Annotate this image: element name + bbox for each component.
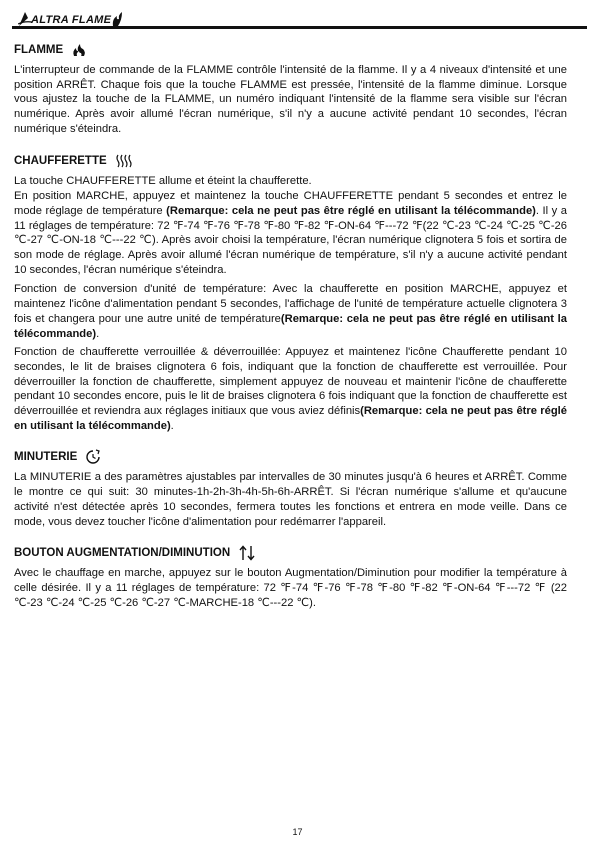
remark-text: (Remarque: cela ne peut pas être réglé en utilisant la télécommande) <box>14 312 567 340</box>
brand-logo <box>18 7 123 27</box>
brand-logo-text: ALTRA FLAME <box>31 14 112 26</box>
page-header <box>12 6 587 28</box>
flamme-paragraph: L'interrupteur de commande de la FLAMME contrôle l'intensité de la flamme. Il y a 4 niveaux d'intensité et une position ARRÊT. Chaque fois que la touche FLAMME est pressée, l'intensité de la flamme diminue. Lorsque vous ajustez la touche de la FLAMME, un numéro indiquant l'intensité de la flamme sera visible sur l'écran numérique. Après avoir allumé l'écran numérique, s'il n'y a aucune activité pendant 10 secondes, l'écran numérique s'éteindra. <box>14 64 567 135</box>
section-title-bouton <box>14 545 567 561</box>
up-down-arrows-icon <box>238 545 256 561</box>
chaufferette-paragraph-3: Fonction de conversion d'unité de température: Avec la chaufferette en position MARCHE, appuyez et maintenez l'icône d'alimentation pendant 5 secondes, l'affichage de l'unité de température actuelle clignotera 3 fois et changera pour une autre unité de température(Remarque: cela ne peut pas être réglé en utilisant la télécommande). <box>14 283 567 340</box>
flame-mark-icon <box>111 11 123 27</box>
remark-text: (Remarque: cela ne peut pas être réglé en utilisant la télécommande) <box>14 405 567 432</box>
flame-swoosh-icon <box>18 9 32 27</box>
document-body <box>14 42 567 610</box>
section-title-text: FLAMME <box>14 44 64 56</box>
heat-waves-icon <box>115 154 133 168</box>
page-number: 17 <box>292 827 303 837</box>
chaufferette-paragraph-2: En position MARCHE, appuyez et maintenez la touche CHAUFFERETTE pendant 5 secondes et entrez le mode réglage de température (Remarque: cela ne peut pas être réglé en utilisant la télécommande). Il y a 11 réglages de température: 72 ℉-74 ℉-76 ℉-78 ℉-80 ℉-82 ℉-ON-64 ℉---72 ℉(22 ℃-23 ℃-24 ℃-25 ℃-26 ℃-27 ℃-ON-18 ℃---22 ℃). Après avoir choisi la température, l'écran numérique clignotera 5 fois et sortira de son mode de réglage. Après avoir allumé l'écran numérique de température, s'il n'y a aucune activité pendant 10 secondes, l'écran numérique s'éteindra. <box>14 190 567 276</box>
chaufferette-paragraph-1: La touche CHAUFFERETTE allume et éteint la chaufferette. <box>14 174 312 187</box>
minuterie-paragraph: La MINUTERIE a des paramètres ajustables par intervalles de 30 minutes jusqu'à 6 heures et ARRÊT. Comme le montre ce qui suit: 30 minutes-1h-2h-3h-4h-5h-6h-ARRÊT. Si l'écran numérique s'allume et qu'aucune activité n'est détectée après 10 secondes, fermera toutes les fonctions et entrera en mode veille. Dans ce mode, vous devez toucher l'icône d'alimentation pour redémarrer l'appareil. <box>14 471 567 528</box>
section-title-minuterie <box>14 449 567 465</box>
section-title-chaufferette <box>14 153 567 169</box>
header-rule <box>12 26 587 29</box>
section-title-flamme <box>14 42 567 58</box>
section-title-text: BOUTON AUGMENTATION/DIMINUTION <box>14 547 231 560</box>
chaufferette-paragraph-4: Fonction de chaufferette verrouillée & déverrouillée: Appuyez et maintenez l'icône Chaufferette pendant 10 secondes, le lit de braises clignotera 6 fois, indiquant que la fonction de chaufferette est verrouillée. Pour déverrouiller la fonction de chaufferette, simplement appuyez de nouveau et maintenir l'icône de chaufferette pendant 10 secondes encore, puis le lit de braises clignotera 6 fois indiquant que la fonction de chaufferette est déverrouillée et reviendra aux réglages initiaux que vous aviez définis(Remarque: cela ne peut pas être réglé en utilisant la télécommande). <box>14 346 567 432</box>
bouton-paragraph: Avec le chauffage en marche, appuyez sur le bouton Augmentation/Diminution pour modifier la température à celle désirée. Il y a 11 réglages de température: 72 ℉-74 ℉-76 ℉-78 ℉-80 ℉-82 ℉-ON-64 ℉---72 ℉ (22 ℃-23 ℃-24 ℃-25 ℃-26 ℃-27 ℃-MARCHE-18 ℃---22 ℃). <box>14 567 567 609</box>
section-title-text: MINUTERIE <box>14 451 78 464</box>
remark-text: (Remarque: cela ne peut pas être réglé en utilisant la télécommande) <box>166 204 536 217</box>
section-title-text: CHAUFFERETTE <box>14 154 107 167</box>
flame-icon <box>71 42 87 58</box>
timer-icon <box>85 449 101 465</box>
